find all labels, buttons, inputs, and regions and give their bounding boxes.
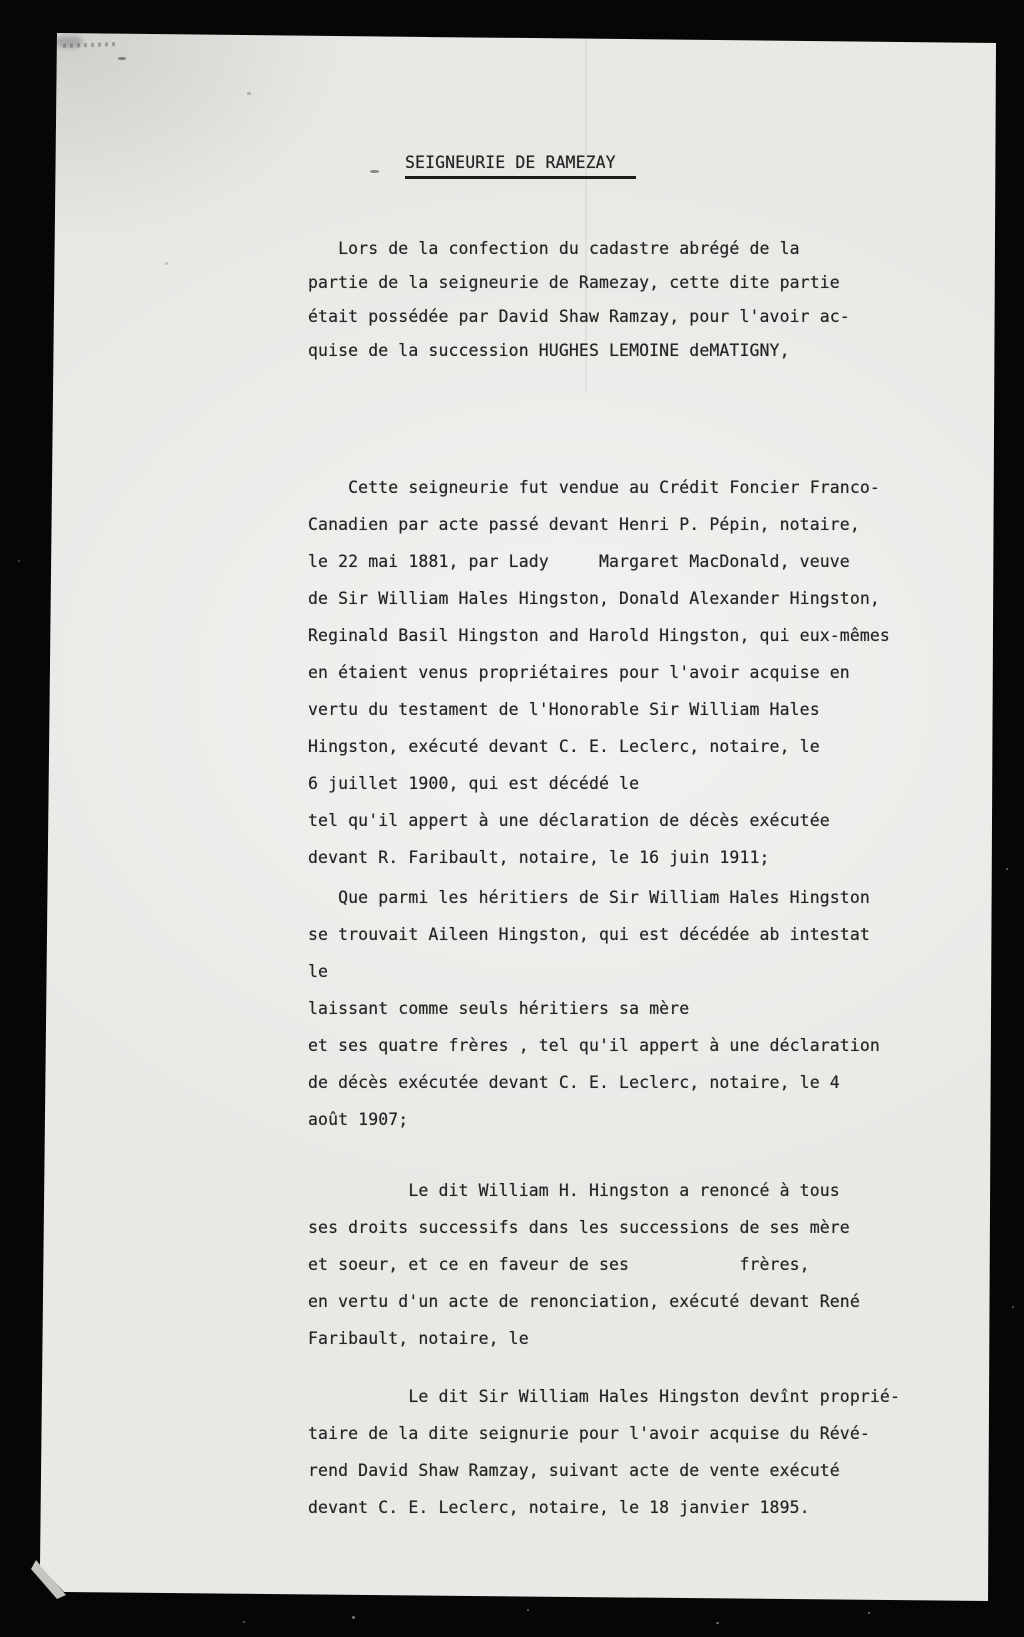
text-line: se trouvait Aileen Hingston, qui est décédée ab intestat bbox=[308, 925, 870, 944]
text-line: vertu du testament de l'Honorable Sir William Hales bbox=[308, 700, 820, 719]
text-line: Que parmi les héritiers de Sir William Hales Hingston bbox=[308, 888, 870, 907]
text-line: Faribault, notaire, le bbox=[308, 1329, 529, 1348]
text-line: et ses quatre frères , tel qu'il appert à une déclaration bbox=[308, 1036, 880, 1055]
text-line: en vertu d'un acte de renonciation, exécuté devant René bbox=[308, 1292, 860, 1311]
text-line: partie de la seigneurie de Ramezay, cette dite partie bbox=[308, 273, 840, 292]
text-line: Cette seigneurie fut vendue au Crédit Foncier Franco- bbox=[308, 478, 880, 497]
text-line: Le dit Sir William Hales Hingston devînt proprié- bbox=[308, 1387, 900, 1406]
text-line: devant R. Faribault, notaire, le 16 juin 1911; bbox=[308, 848, 770, 867]
text-line: était possédée par David Shaw Ramzay, pour l'avoir ac- bbox=[308, 307, 850, 326]
text-line: en étaient venus propriétaires pour l'avoir acquise en bbox=[308, 663, 850, 682]
text-line: laissant comme seuls héritiers sa mère bbox=[308, 999, 690, 1018]
text-line: taire de la dite seignurie pour l'avoir acquise du Révé- bbox=[308, 1424, 870, 1443]
text-line: rend David Shaw Ramzay, suivant acte de vente exécuté bbox=[308, 1461, 840, 1480]
text-line: Lors de la confection du cadastre abrégé de la bbox=[308, 239, 800, 258]
paragraph-5 bbox=[308, 1378, 900, 1526]
text-line: août 1907; bbox=[308, 1110, 409, 1129]
text-line: 6 juillet 1900, qui est décédé le bbox=[308, 774, 640, 793]
paragraph-1 bbox=[308, 232, 850, 368]
text-line: Hingston, exécuté devant C. E. Leclerc, notaire, le bbox=[308, 737, 820, 756]
paragraph-4 bbox=[308, 1172, 860, 1357]
text-line: de décès exécutée devant C. E. Leclerc, notaire, le 4 bbox=[308, 1073, 840, 1092]
text-line: de Sir William Hales Hingston, Donald Alexander Hingston, bbox=[308, 589, 880, 608]
paragraph-2 bbox=[308, 469, 890, 876]
text-line: le 22 mai 1881, par Lady Margaret MacDonald, veuve bbox=[308, 552, 850, 571]
text-line: Reginald Basil Hingston and Harold Hingston, qui eux-mêmes bbox=[308, 626, 890, 645]
text-line: Le dit William H. Hingston a renoncé à tous bbox=[308, 1181, 840, 1200]
text-line: et soeur, et ce en faveur de ses frères, bbox=[308, 1255, 810, 1274]
text-line: le bbox=[308, 962, 329, 981]
document-title: SEIGNEURIE DE RAMEZAY bbox=[405, 153, 636, 179]
text-line: tel qu'il appert à une déclaration de décès exécutée bbox=[308, 811, 830, 830]
text-line: ses droits successifs dans les successions de ses mère bbox=[308, 1218, 850, 1237]
text-line: Canadien par acte passé devant Henri P. Pépin, notaire, bbox=[308, 515, 860, 534]
text-line: devant C. E. Leclerc, notaire, le 18 janvier 1895. bbox=[308, 1498, 810, 1517]
text-line: quise de la succession HUGHES LEMOINE deMATIGNY, bbox=[308, 341, 790, 360]
paragraph-3 bbox=[308, 879, 880, 1138]
